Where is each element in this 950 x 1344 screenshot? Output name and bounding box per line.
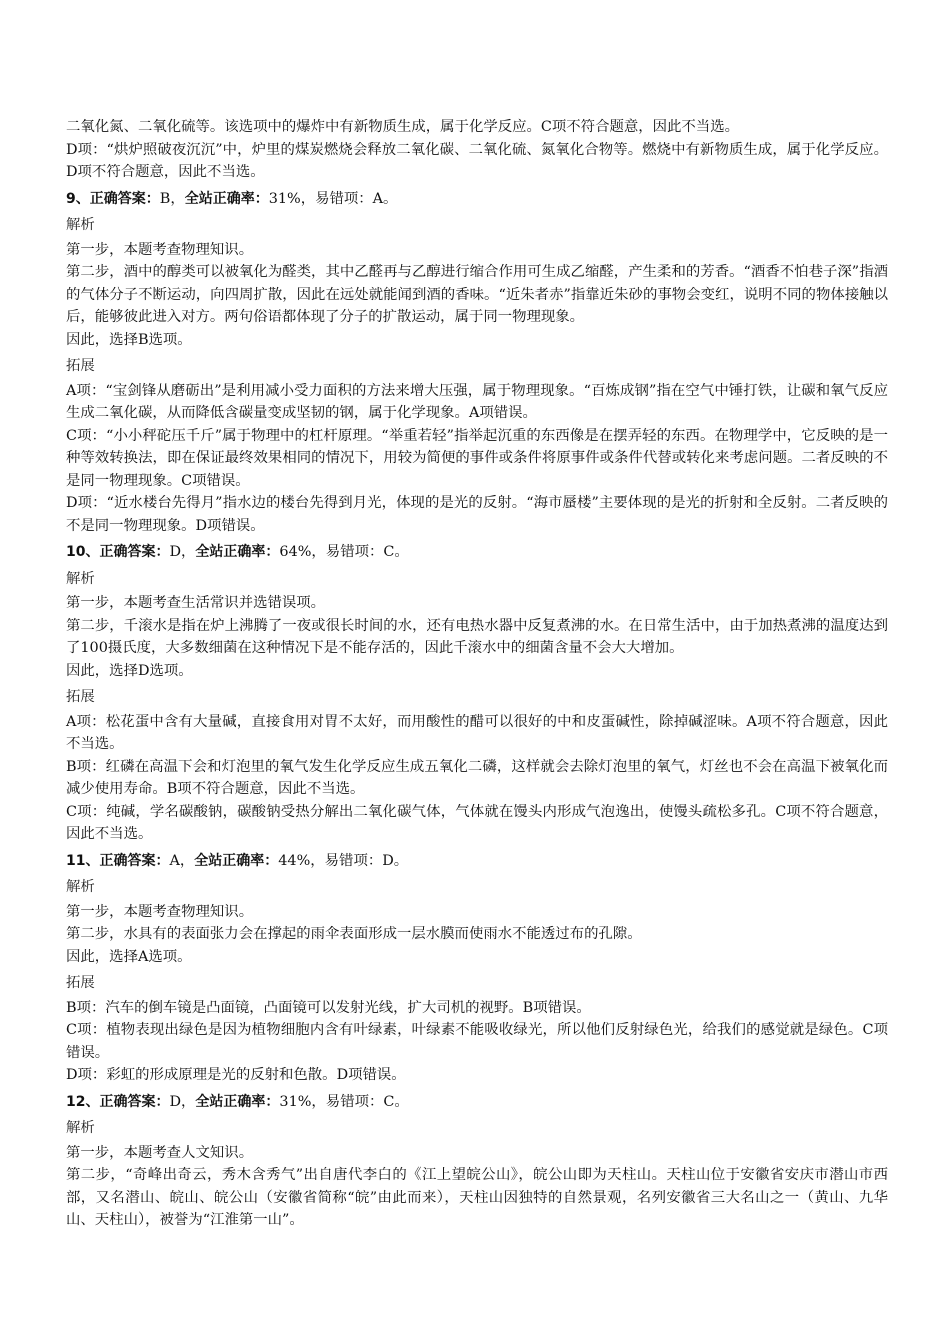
q9-rate-label: 全站正确率： [184, 190, 269, 207]
q10-conclusion: 因此，选择D选项。 [66, 662, 193, 679]
q10-option-c: C项：纯碱，学名碳酸钠，碳酸钠受热分解出二氧化碳气体，气体就在馒头内形成气泡逸出，使馒头疏松多孔。C项不符合题意，因此不当选。 [66, 803, 888, 842]
q11-step1: 第一步，本题考查物理知识。 [66, 903, 254, 920]
q11-option-b: B项：汽车的倒车镜是凸面镜，凸面镜可以发射光线，扩大司机的视野。B项错误。 [66, 999, 591, 1016]
q12-number: 12、 [66, 1093, 100, 1110]
q11-conclusion: 因此，选择A选项。 [66, 948, 192, 965]
q9-option-a: A项：“宝剑锋从磨砺出”是利用减小受力面积的方法来增大压强，属于物理现象。“百炼成钢”指在空气中锤打铁，让碳和氧气反应生成二氧化碳，从而降低含碳量变成坚韧的钢，属于化学现象。A项错误。 [66, 382, 888, 421]
answer-explanation-page [66, 116, 888, 1232]
q11-extend-label: 拓展 [66, 975, 95, 991]
q9-answer-value: B， [159, 190, 185, 207]
q12-step2: 第二步，“奇峰出奇云，秀木含秀气”出自唐代李白的《江上望皖公山》，皖公山即为天柱山。天柱山位于安徽省安庆市潜山市西部，又名潜山、皖山、皖公山（安徽省简称“皖”由此而来），天柱山因独特的自然景观，名列安徽省三大名山之一（黄山、九华山、天柱山），被誉为“江淮第一山”。 [66, 1167, 888, 1228]
q9-step2: 第二步，酒中的醇类可以被氧化为醛类，其中乙醛再与乙醇进行缩合作用可生成乙缩醛，产生柔和的芳香。“酒香不怕巷子深”指酒的气体分子不断运动，向四周扩散，因此在远处就能闻到酒的香味。“近朱者赤”指靠近朱砂的事物会变红，说明不同的物体接触以后，能够彼此进入对方。两句俗语都体现了分子的扩散运动，属于同一物理现象。 [66, 264, 888, 325]
q9-answer-line [66, 188, 888, 211]
question-9-block [66, 188, 888, 538]
q10-answer-line [66, 541, 888, 564]
q10-extend-label: 拓展 [66, 689, 95, 705]
q12-answer-line [66, 1091, 888, 1114]
q8-option-d: D项：“烘炉照破夜沉沉”中，炉里的煤炭燃烧会释放二氧化碳、二氧化硫、氮氧化合物等。燃烧中有新物质生成，属于化学反应。D项不符合题意，因此不当选。 [66, 141, 888, 180]
q10-rate-value: 64%，易错项：C。 [279, 544, 409, 560]
q12-answer-value: D， [169, 1093, 196, 1110]
q9-conclusion: 因此，选择B选项。 [66, 331, 192, 348]
q10-option-b: B项：红磷在高温下会和灯泡里的氧气发生化学反应生成五氧化二磷，这样就会去除灯泡里的氧气，灯丝也不会在高温下被氧化而减少使用寿命。B项不符合题意，因此不当选。 [66, 758, 888, 797]
q11-number: 11、 [66, 852, 100, 869]
q10-answer-label: 正确答案： [99, 544, 170, 560]
q10-number: 10、 [66, 544, 100, 560]
q11-answer-label: 正确答案： [99, 852, 170, 869]
q10-step2: 第二步，千滚水是指在炉上沸腾了一夜或很长时间的水，还有电热水器中反复煮沸的水。在日常生活中，由于加热煮沸的温度达到了100摄氏度，大多数细菌在这种情况下是不能存活的，因此千滚水中的细菌含量不会大大增加。 [66, 617, 888, 656]
q10-option-a: A项：松花蛋中含有大量碱，直接食用对胃不太好，而用酸性的醋可以很好的中和皮蛋碱性，除掉碱涩味。A项不符合题意，因此不当选。 [66, 713, 888, 752]
q11-answer-line [66, 850, 888, 873]
q11-step2: 第二步，水具有的表面张力会在撑起的雨伞表面形成一层水膜而使雨水不能透过布的孔隙。 [66, 926, 642, 942]
q9-step1: 第一步，本题考查物理知识。 [66, 241, 254, 258]
q12-answer-label: 正确答案： [99, 1093, 170, 1110]
q11-analysis-label: 解析 [66, 879, 95, 895]
q9-rate-value: 31%，易错项：A。 [268, 190, 398, 207]
question-10-block [66, 541, 888, 846]
q9-extend-label: 拓展 [66, 358, 95, 374]
q10-analysis-label: 解析 [66, 570, 95, 587]
q10-step1: 第一步，本题考查生活常识并选错误项。 [66, 595, 326, 611]
q9-number: 9、 [66, 190, 90, 207]
q10-rate-label: 全站正确率： [195, 544, 280, 560]
q11-option-c: C项：植物表现出绿色是因为植物细胞内含有叶绿素，叶绿素不能吸收绿光，所以他们反射绿色光，给我们的感觉就是绿色。C项错误。 [66, 1022, 888, 1061]
q12-step1: 第一步，本题考查人文知识。 [66, 1144, 254, 1161]
q9-option-d: D项：“近水楼台先得月”指水边的楼台先得到月光，体现的是光的反射。“海市蜃楼”主要体现的是光的折射和全反射。二者反映的不是同一物理现象。D项错误。 [66, 495, 888, 534]
question-12-block [66, 1091, 888, 1232]
q9-option-c: C项：“小小秤砣压千斤”属于物理中的杠杆原理。“举重若轻”指举起沉重的东西像是在摆弄轻的东西。在物理学中，它反映的是一种等效转换法，即在保证最终效果相同的情况下，用较为简便的事件或条件将原事件或条件代替或转化来考虑问题。二者反映的不是同一物理现象。C项错误。 [66, 427, 888, 489]
q9-analysis-label: 解析 [66, 217, 95, 233]
q12-analysis-label: 解析 [66, 1120, 95, 1136]
q10-answer-value: D， [169, 544, 196, 560]
question-11-block [66, 850, 888, 1087]
q12-rate-label: 全站正确率： [195, 1093, 280, 1110]
q11-rate-label: 全站正确率： [194, 852, 279, 869]
q12-rate-value: 31%，易错项：C。 [279, 1093, 409, 1110]
q11-answer-value: A， [169, 852, 195, 869]
q9-answer-label: 正确答案： [89, 190, 160, 207]
q11-rate-value: 44%，易错项：D。 [278, 852, 409, 869]
q11-option-d: D项：彩虹的形成原理是光的反射和色散。D项错误。 [66, 1067, 406, 1083]
q8-option-c-tail: 二氧化氮、二氧化硫等。该选项中的爆炸中有新物质生成，属于化学反应。C项不符合题意，因此不当选。 [66, 119, 739, 135]
